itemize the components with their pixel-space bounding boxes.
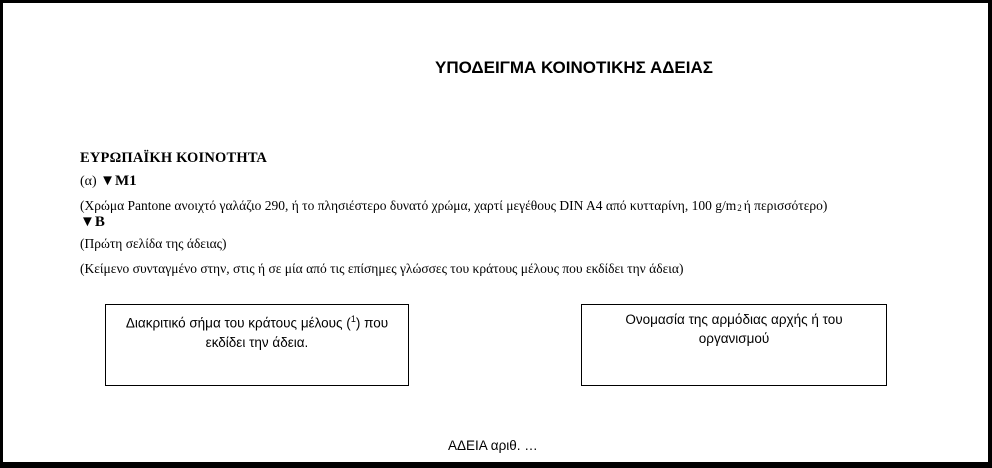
member-state-sign-box <box>105 304 409 386</box>
amendment-prefix: (α) <box>80 174 97 189</box>
community-heading: ΕΥΡΩΠΑΪΚΗ ΚΟΙΝΟΤΗΤΑ <box>80 150 267 166</box>
colour-note-text: (Χρώμα Pantone ανοιχτό γαλάζιο 290, ή το πλησιέστερο δυνατό χρώμα, χαρτί μεγέθους DIN A4 από κυτταρίνη, 100 g/m <box>80 198 737 213</box>
member-state-sign-line1 <box>106 310 408 333</box>
competent-authority-line2: οργανισμού <box>698 331 770 346</box>
competent-authority-line1: Ονομασία της αρμόδιας αρχής ή του <box>625 312 843 327</box>
amendment-b-marker: ▼B <box>80 214 105 230</box>
first-page-note: (Πρώτη σελίδα της άδειας) <box>80 236 227 251</box>
document-title: ΥΠΟΔΕΙΓΜΑ ΚΟΙΝΟΤΙΚΗΣ ΑΔΕΙΑΣ <box>435 58 713 77</box>
colour-note-exponent: 2 <box>737 203 742 213</box>
member-state-sign-line2: εκδίδει την άδεια. <box>205 334 309 350</box>
amendment-m1-marker: ▼M1 <box>100 173 137 189</box>
licence-number: ΑΔΕΙΑ αριθ. … <box>448 438 538 453</box>
member-state-sign-text-end: ) που <box>355 315 389 331</box>
language-note: (Κείμενο συνταγμένο στην, στις ή σε μία από τις επίσημες γλώσσες του κράτους μέλους που εκδίδει την άδεια) <box>80 261 684 276</box>
amendment-m1-line <box>80 173 137 190</box>
competent-authority-box <box>581 304 887 386</box>
colour-note <box>80 198 827 214</box>
footnote-ref: 1 <box>350 314 356 324</box>
member-state-sign-text: Διακριτικό σήμα του κράτους μέλους ( <box>125 315 351 331</box>
colour-note-tail: ή περισσότερο) <box>743 198 828 213</box>
